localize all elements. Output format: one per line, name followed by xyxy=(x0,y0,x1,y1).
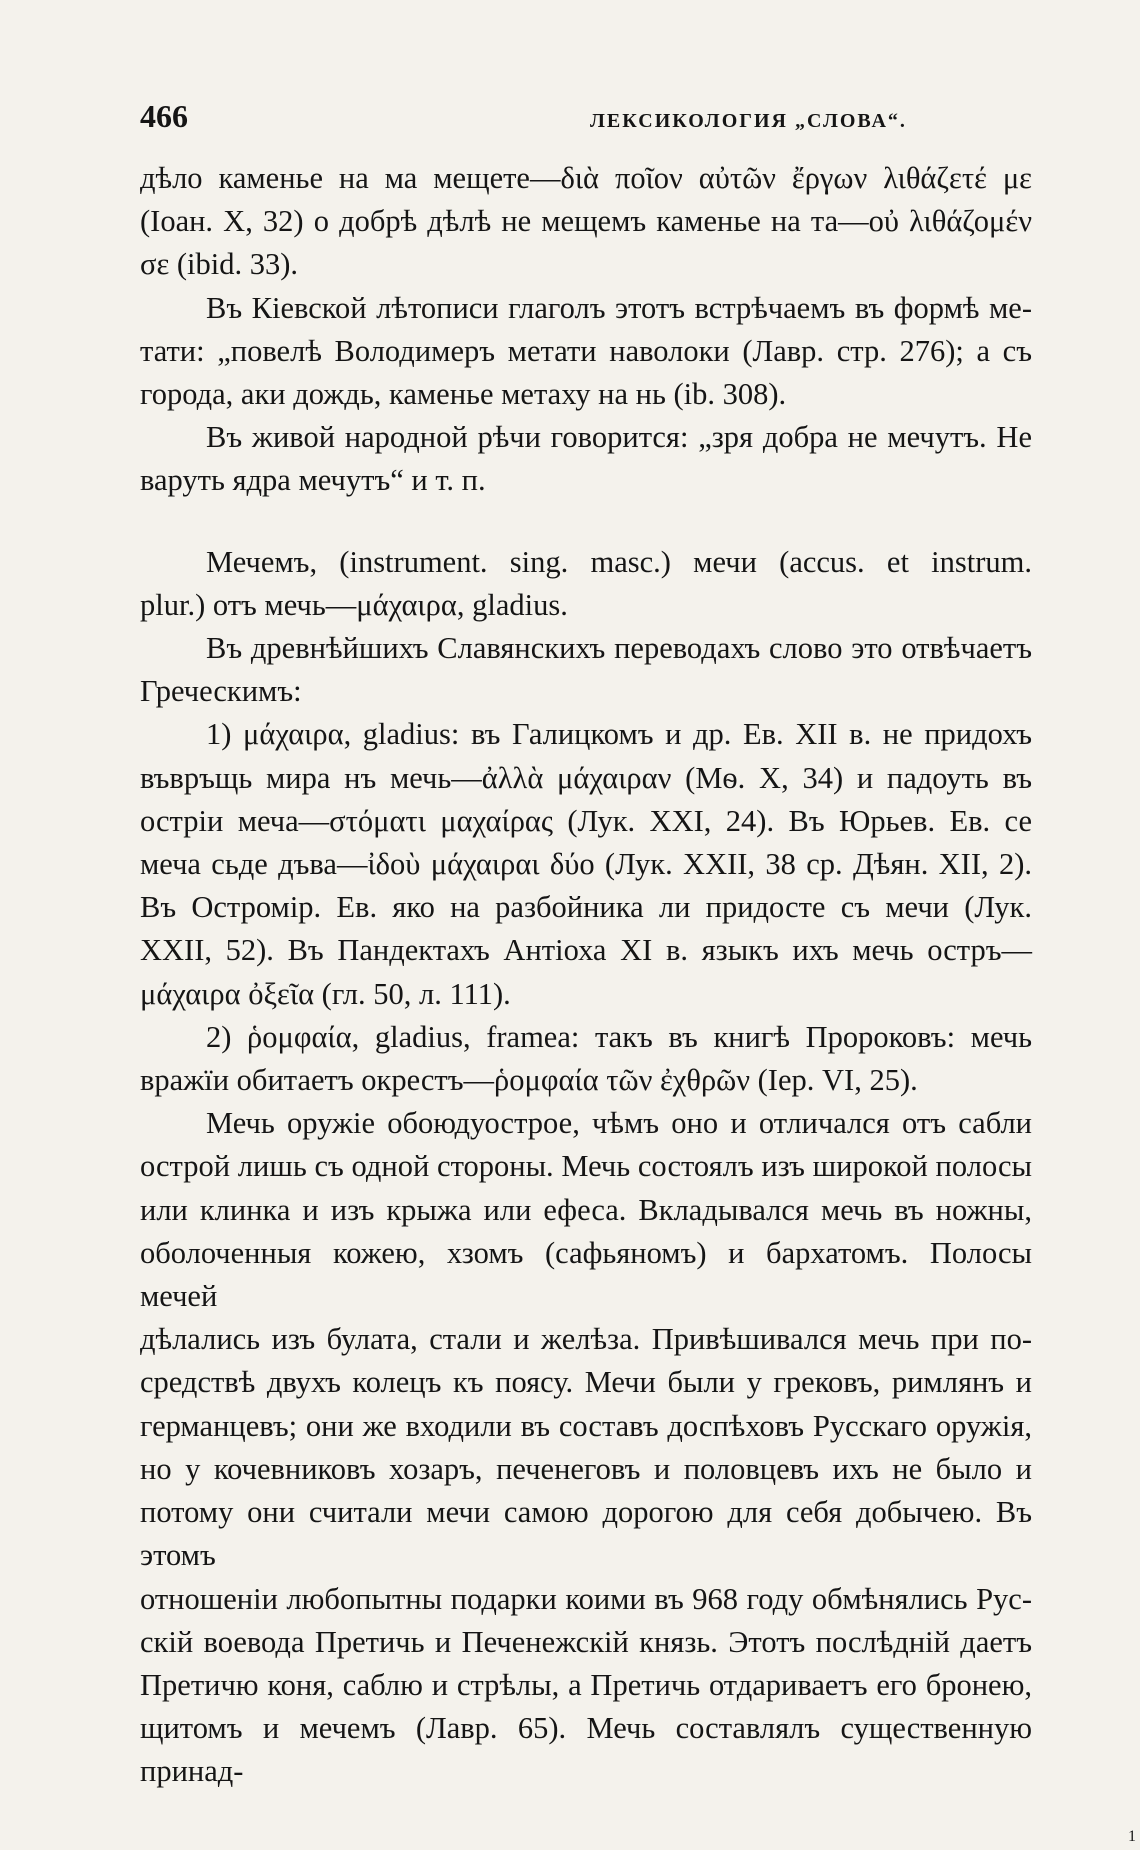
text-line: германцевъ; они же входили въ составъ доспѣховъ Русскаго оружія, xyxy=(140,1408,1032,1443)
text-line: дѣлались изъ булата, стали и желѣза. Привѣшивался мечь при по- xyxy=(140,1322,1032,1357)
text-line: 2) ῥομφαία, gladius, framea: такъ въ книгѣ Пророковъ: мечь xyxy=(206,1019,1032,1054)
text-line: скій воевода Претичь и Печенежскій князь. Этотъ послѣдній даетъ xyxy=(140,1624,1032,1659)
text-line: XXII, 52). Въ Пандектахъ Антіоха XI в. языкъ ихъ мечь остръ— xyxy=(140,933,1032,968)
text-line: (Іоан. X, 32) о добрѣ дѣлѣ не мещемъ каменье на та—οὐ λιθάζομέν xyxy=(140,204,1032,239)
text-line: тати: „повелѣ Володимеръ метати наволоки (Лавр. стр. 276); а съ xyxy=(140,333,1032,368)
text-line: вражїи обитаетъ окрестъ—ῥομφαία τῶν ἐχθρῶν (Іер. VI, 25). xyxy=(140,1063,918,1098)
page-header xyxy=(140,98,1032,135)
text-line: города, аки дождь, каменье метаху на нь (ib. 308). xyxy=(140,377,787,412)
text-line: Претичю коня, саблю и стрѣлы, а Претичь отдариваетъ его бронею, xyxy=(140,1667,1032,1702)
text-line: щитомъ и мечемъ (Лавр. 65). Мечь составлялъ существенную принад- xyxy=(140,1711,1032,1789)
text-line: 1) μάχαιρα, gladius: въ Галицкомъ и др. Ев. XII в. не придохъ xyxy=(206,717,1032,752)
text-line: средствѣ двухъ колецъ къ поясу. Мечи были у грековъ, римлянъ и xyxy=(140,1365,1032,1400)
text-line: plur.) отъ мечь—μάχαιρα, gladius. xyxy=(140,587,568,622)
running-title: ЛЕКСИКОЛОГИЯ „СЛОВА“. xyxy=(590,110,907,132)
margin-mark: 1 xyxy=(1128,1828,1136,1845)
text-line: или клинка и изъ крыжа или ефеса. Вкладывался мечь въ ножны, xyxy=(140,1192,1032,1227)
text-line: дѣло каменье на ма мещете—διὰ ποῖον αὐτῶν ἔργων λιθάζετέ με xyxy=(140,161,1032,195)
text-line: потому они считали мечи самою дорогою для себя добычею. Въ этомъ xyxy=(140,1495,1032,1573)
section-gap xyxy=(140,503,1032,541)
text-line: Мечь оружіе обоюдуострое, чѣмъ оно и отличался отъ сабли xyxy=(206,1106,1032,1141)
text-line: Въ живой народной рѣчи говорится: „зря добра не мечутъ. Не xyxy=(206,420,1032,455)
text-line: Въ древнѣйшихъ Славянскихъ переводахъ слово это отвѣчаетъ xyxy=(206,631,1032,666)
text-line: отношеніи любопытны подарки коими въ 968 году обмѣнялись Рус- xyxy=(140,1581,1032,1616)
text-line: меча сьде дъва—ἰδοὺ μάχαιραι δύο (Лук. XXII, 38 ср. Дѣян. XII, 2). xyxy=(140,847,1032,882)
text-line: Въ Кіевской лѣтописи глаголъ этотъ встрѣчаемъ въ формѣ ме- xyxy=(206,290,1032,325)
text-line: оболоченныя кожею, хзомъ (сафьяномъ) и бархатомъ. Полосы мечей xyxy=(140,1235,1032,1314)
text-line: острой лишь съ одной стороны. Мечь состоялъ изъ широкой полосы xyxy=(140,1149,1032,1184)
entry-heading-line: Мечемъ, (instrument. sing. masc.) мечи (accus. et instrum. xyxy=(206,544,1032,579)
text-line: остріи меча—στόματι μαχαίρας (Лук. XXI, 24). Въ Юрьев. Ев. се xyxy=(140,803,1032,838)
text-line: Греческимъ: xyxy=(140,674,302,709)
text-line: въвръщь мира нъ мечь—ἀλλὰ μάχαιραν (Мѳ. X, 34) и падоуть въ xyxy=(140,760,1032,795)
page-number: 466 xyxy=(140,98,188,134)
text-line: но у кочевниковъ хозаръ, печенеговъ и половцевъ ихъ не было и xyxy=(140,1451,1032,1486)
text-line: σε (ibid. 33). xyxy=(140,247,299,282)
text-line: Въ Остромір. Ев. яко на разбойника ли придосте съ мечи (Лук. xyxy=(140,890,1032,925)
text-line: варуть ядра мечутъ“ и т. п. xyxy=(140,463,486,498)
text-line: μάχαιρα ὀξεῖα (гл. 50, л. 111). xyxy=(140,976,511,1011)
